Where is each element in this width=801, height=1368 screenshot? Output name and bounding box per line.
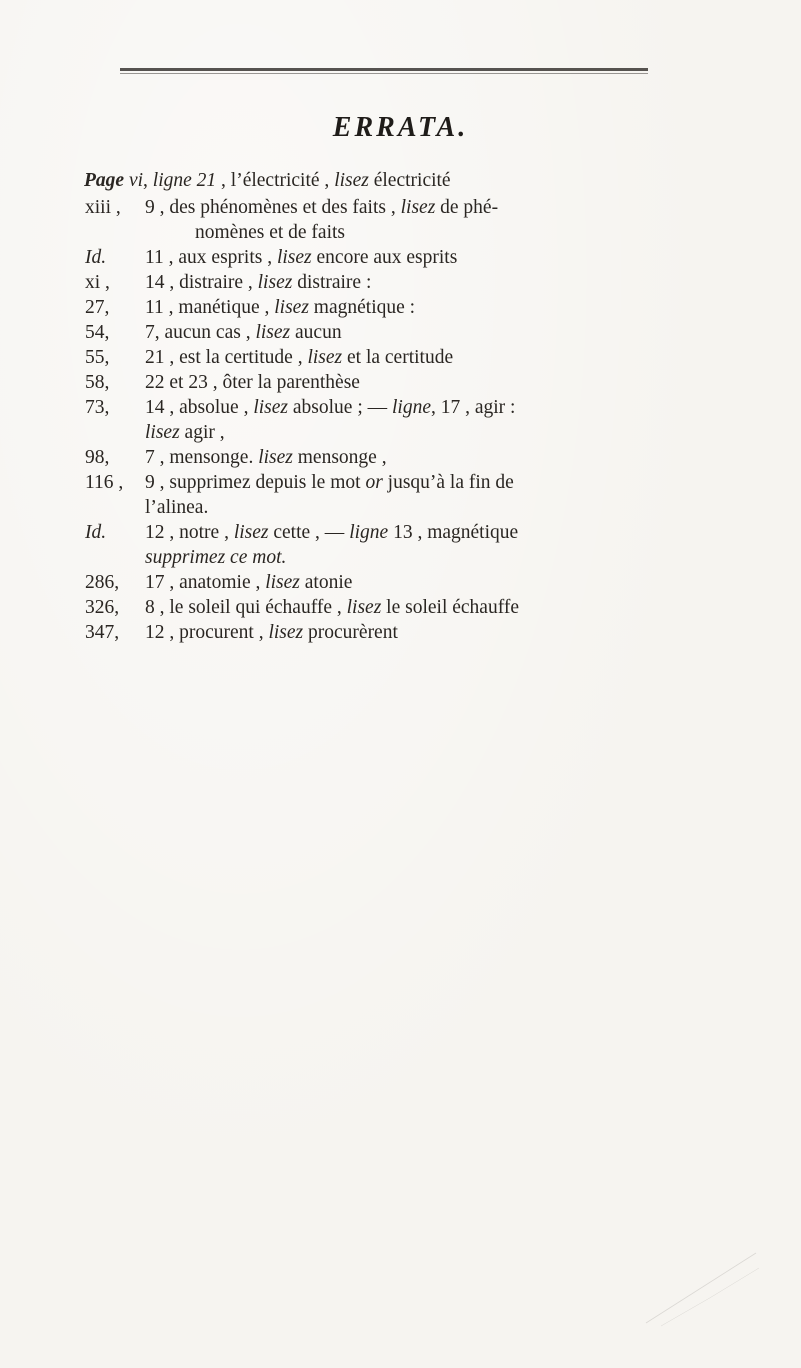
wrong-text: 11 , manétique , — [145, 297, 270, 318]
ligne-label: ligne — [391, 397, 431, 418]
correct-text: cette , — — [273, 522, 345, 543]
errata-entry — [84, 620, 684, 645]
errata-entry — [84, 395, 684, 445]
page-ref: 55, — [85, 347, 110, 368]
correct-text: distraire : — [297, 272, 372, 293]
correct-text: encore aux esprits — [316, 247, 458, 268]
wrong-text: 21 , est la certitude , — [145, 347, 303, 368]
ligne-label: ligne — [152, 170, 192, 191]
lisez-label: lisez — [307, 347, 343, 368]
correction — [145, 345, 684, 370]
correction — [145, 320, 684, 345]
errata-entry — [84, 570, 684, 595]
wrong-text: 8 , le soleil qui échauffe , — [145, 597, 342, 618]
correction — [145, 595, 684, 620]
wrong-text: 11 , aux esprits , — [145, 247, 273, 268]
paper-crease-mark — [641, 1248, 761, 1328]
errata-entry-first — [84, 168, 684, 193]
page-ref: 54, — [85, 322, 110, 343]
page-ref: Id. — [85, 247, 107, 268]
errata-list — [84, 168, 684, 645]
correct-text: et la certitude — [347, 347, 454, 368]
wrong-text: 12 , procurent , — [145, 622, 264, 643]
page-ref: xi , — [85, 272, 110, 293]
correction — [145, 295, 684, 320]
correction-continued — [145, 420, 684, 445]
errata-entry — [84, 320, 684, 345]
correct-text: aucun — [295, 322, 342, 343]
errata-entry — [84, 195, 684, 245]
correct-text: procurèrent — [308, 622, 398, 643]
errata-entry — [84, 470, 684, 520]
page-ref: 58, — [85, 372, 110, 393]
lisez-label: lisez — [400, 197, 436, 218]
correct-text: magnétique : — [313, 297, 416, 318]
lisez-label: lisez — [276, 247, 312, 268]
page-ref: 286, — [85, 572, 120, 593]
errata-entry — [84, 270, 684, 295]
lisez-label: lisez — [346, 597, 382, 618]
wrong-text: 12 , notre , — [145, 522, 229, 543]
lisez-label: lisez — [233, 522, 269, 543]
ligne-label: ligne — [349, 522, 389, 543]
lisez-label: lisez — [334, 170, 369, 191]
errata-entry — [84, 445, 684, 470]
page-number: vi — [128, 170, 144, 191]
separator: , — [221, 170, 226, 191]
wrong-text: 9 , des phénomènes et des faits , — [145, 197, 396, 218]
errata-entry — [84, 245, 684, 270]
lisez-label: lisez — [274, 297, 309, 318]
instruction-text: 9 , supprimez depuis le mot — [145, 472, 361, 493]
errata-entry — [84, 370, 684, 395]
quoted-word: or — [365, 472, 383, 493]
errata-entry — [84, 295, 684, 320]
errata-entry — [84, 345, 684, 370]
correction — [145, 470, 684, 520]
wrong-text: 17 , anatomie , — [145, 572, 261, 593]
errata-entry — [84, 595, 684, 620]
correct-text: mensonge , — [297, 447, 387, 468]
page-ref: 98, — [85, 447, 110, 468]
wrong-text: 14 , absolue , — [145, 397, 249, 418]
page-ref: 27, — [85, 297, 110, 318]
correction — [145, 270, 684, 295]
correct-text: agir , — [184, 422, 225, 443]
correct-text: électricité — [373, 170, 451, 191]
wrong-text: , 17 , agir : — [430, 397, 516, 418]
lisez-label: lisez — [265, 572, 300, 593]
page-ref: 347, — [85, 622, 120, 643]
errata-entry — [84, 520, 684, 570]
page-ref: 326, — [85, 597, 120, 618]
lisez-label: lisez — [257, 272, 293, 293]
instruction-continued: l’alinea. — [145, 497, 209, 518]
top-rule-thin — [120, 73, 648, 74]
separator: , — [143, 170, 148, 191]
lisez-label: lisez — [253, 397, 288, 418]
page-ref: xiii , — [85, 197, 121, 218]
correction — [145, 395, 684, 445]
correction — [145, 620, 684, 645]
wrong-text: 7 , mensonge. — [145, 447, 254, 468]
correct-text: le soleil échauffe — [386, 597, 519, 618]
page-ref: 116 , — [85, 472, 124, 493]
correction — [145, 520, 684, 570]
correct-text: de phé- — [440, 197, 499, 218]
correction — [145, 245, 684, 270]
correction — [145, 570, 684, 595]
page-title: ERRATA. — [332, 112, 469, 143]
lisez-label: lisez — [258, 447, 293, 468]
wrong-text: 14 , distraire , — [145, 272, 253, 293]
instruction-text: jusqu’à la fin de — [387, 472, 514, 493]
correction — [145, 445, 684, 470]
wrong-text: l’électricité , — [230, 170, 330, 191]
correct-text: atonie — [304, 572, 353, 593]
lisez-label: lisez — [268, 622, 304, 643]
correction — [145, 195, 684, 245]
lisez-label: lisez — [145, 422, 180, 443]
page-ref: Id. — [85, 522, 107, 543]
page-ref: 73, — [85, 397, 110, 418]
correct-text-continued: nomènes et de faits — [195, 222, 345, 243]
instruction-continued: supprimez ce mot. — [145, 547, 287, 568]
page-label: Page — [84, 170, 125, 191]
lisez-label: lisez — [255, 322, 291, 343]
line-number: 21 — [196, 170, 217, 191]
instruction-text: 22 et 23 , ôter la parenthèse — [145, 372, 360, 393]
top-rule-thick — [120, 68, 648, 71]
correction — [145, 370, 684, 395]
wrong-text: 13 , magnétique — [393, 522, 519, 543]
correct-text: absolue ; — — [292, 397, 388, 418]
wrong-text: 7, aucun cas , — [145, 322, 251, 343]
